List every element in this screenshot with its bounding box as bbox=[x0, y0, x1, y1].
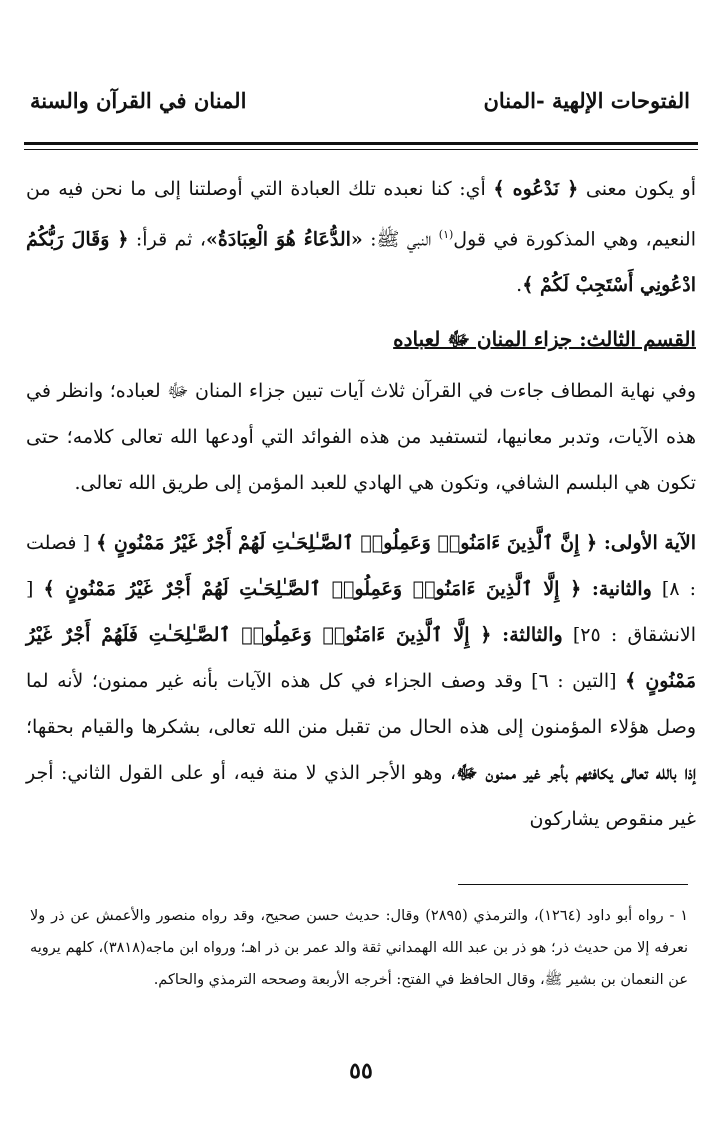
footnote: ١ - رواه أبو داود (١٢٦٤)، والترمذي (٢٨٩٥) وقال: حديث حسن صحيح، وقد رواه منصور والأعمش عن ذر ولا نعرفه إلا من حديث ذر؛ هو ذر بن عبد الله الهمداني ثقة والد عمر بن ذر اهـ؛ ورواه ابن ماجه(٣٨١٨)، كلهم يرويه عن النعمان بن بشير ﷺ، وقال الحافظ في الفتح: أخرجه الأربعة وصححه الترمذي والحاكم. bbox=[30, 908, 688, 988]
text-run: وقد وصف الجزاء في كل هذه الآيات بأنه غير ممنون؛ لأنه لما وصل هؤلاء المؤمنون إلى هذه الحال من تقبل منن الله تعالى، بشكرها والقيام بحقها؛ bbox=[26, 670, 696, 739]
quran-verse-2: ﴿ إِلَّا ٱلَّذِينَ ءَامَنُوا۟ وَعَمِلُوا۟ ٱلصَّـٰلِحَـٰتِ لَهُمْ أَجْرٌ غَيْرُ مَمْنُونٍ ﴾ bbox=[43, 578, 582, 601]
text-run: النبي ﷺ: bbox=[362, 228, 439, 251]
quran-verse: ﴿ وَقَالَ رَبُّكُمُ ادْعُونِي أَسْتَجِبْ لَكُمْ ﴾ bbox=[26, 228, 696, 297]
text-run: . bbox=[516, 274, 523, 297]
verse-reference-3: [التين : ٦] bbox=[522, 670, 626, 693]
verse-reference-1: [ فصلت : ٨] bbox=[26, 532, 696, 601]
ayah-label-2: والثانية: bbox=[581, 578, 652, 601]
verse-reference-2: [ الانشقاق : ٢٥] bbox=[26, 578, 697, 647]
paragraph-2: وفي نهاية المطاف جاءت في القرآن ثلاث آيات تبين جزاء المنان ﷻ لعباده؛ وانظر في هذه الآيات، وتدبر معانيها، لتستفيد من هذه الفوائد التي أودعها الله تعالى كلامه؛ حتى تكون هي البلسم الشافي، وتكون هي الهادي للعبد المؤمن إلى طريق الله تعالى. bbox=[26, 380, 696, 495]
hadith-quote: «الدُّعَاءُ هُوَ الْعِبَادَةُ» bbox=[205, 228, 363, 251]
emphasis-text: إذا بالله تعالى يكافئهم بأجر غير ممنون ﷻ bbox=[456, 762, 696, 785]
paragraph-3 bbox=[26, 520, 696, 842]
ayah-label-3: والثالثة: bbox=[491, 624, 563, 647]
chapter-title: المنان في القرآن والسنة bbox=[30, 88, 247, 113]
main-text bbox=[26, 166, 696, 842]
text-run: ، وهو الأجر الذي لا منة فيه، أو على القول الثاني: أجر غير منقوص يشاركون bbox=[26, 762, 696, 831]
ayah-label-1: الآية الأولى: bbox=[597, 532, 696, 555]
quran-quote: ﴿ نَدْعُوه ﴾ bbox=[493, 178, 579, 200]
section-heading: القسم الثالث: جزاء المنان ﷻ لعباده bbox=[393, 327, 696, 352]
book-title: الفتوحات الإلهية -المنان bbox=[483, 88, 690, 113]
paragraph-1 bbox=[26, 166, 696, 308]
footnote-separator bbox=[458, 884, 688, 885]
quran-verse-3: ﴿ إِلَّا ٱلَّذِينَ ءَامَنُوا۟ وَعَمِلُوا۟ ٱلصَّـٰلِحَـٰتِ فَلَهُمْ أَجْرٌ غَيْرُ مَمْنُونٍ ﴾ bbox=[26, 624, 696, 693]
text-run: أو يكون معنى bbox=[578, 178, 696, 200]
footnote-marker: (١) bbox=[438, 228, 454, 241]
text-run: ، ثم قرأ: bbox=[128, 228, 206, 251]
header-rule-thin bbox=[24, 149, 698, 150]
running-header bbox=[30, 88, 690, 128]
text-run: أي: كنا نعبده تلك العبادة التي أوصلتنا إلى ما نحن فيه من النعيم، وهي المذكورة في قول bbox=[26, 178, 696, 251]
page-number: ٥٥ bbox=[349, 1058, 373, 1084]
quran-verse-1: ﴿ إِنَّ ٱلَّذِينَ ءَامَنُوا۟ وَعَمِلُوا۟ ٱلصَّـٰلِحَـٰتِ لَهُمْ أَجْرٌ غَيْرُ مَمْنُونٍ ﴾ bbox=[96, 532, 598, 555]
spacer bbox=[26, 506, 696, 520]
header-rule-thick bbox=[24, 142, 698, 145]
